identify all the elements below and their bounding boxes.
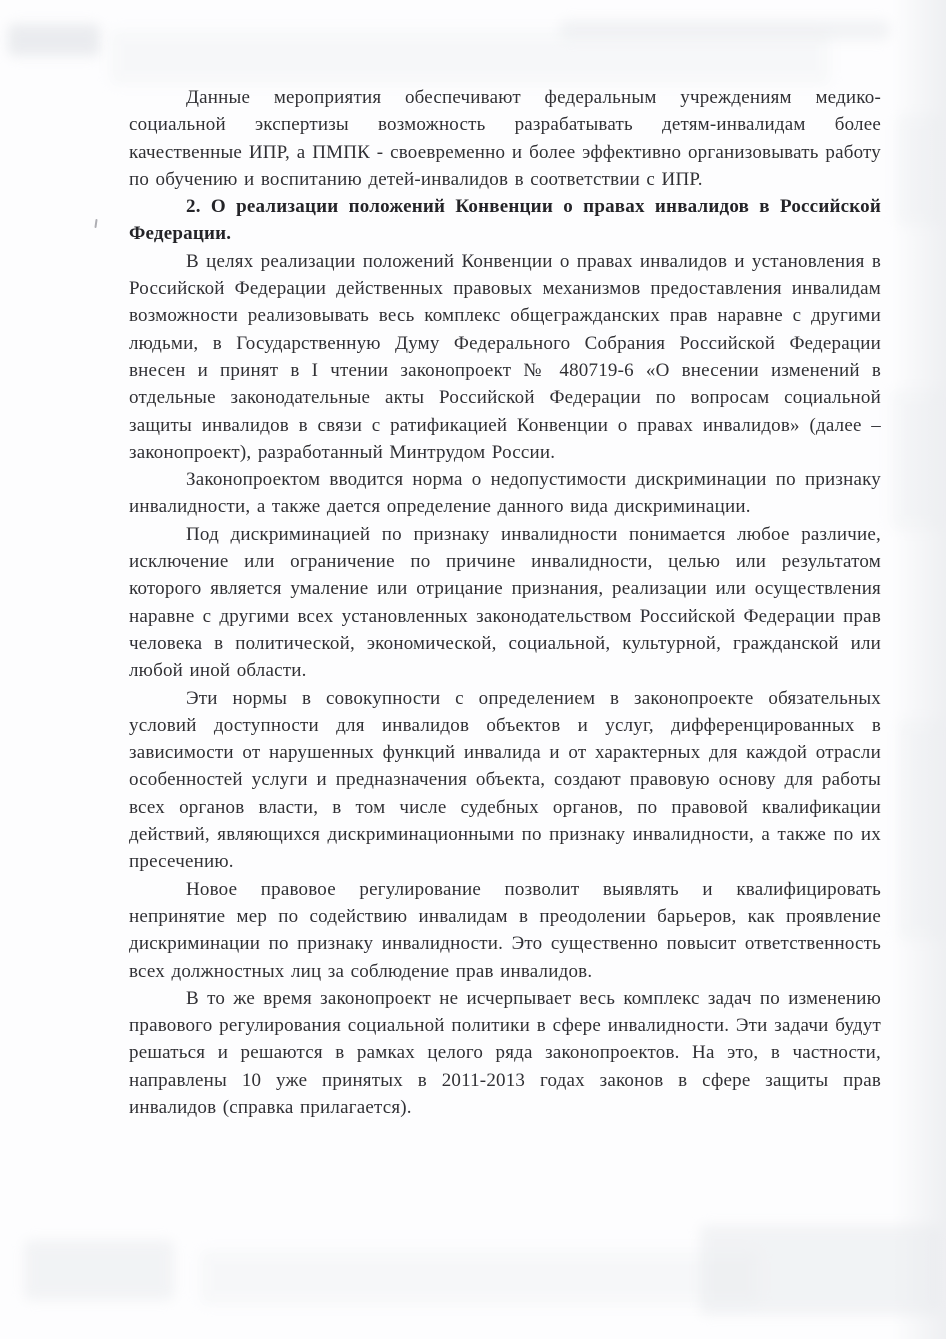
scan-edge-shadow — [892, 0, 946, 1339]
scan-smudge-top-left — [8, 24, 100, 56]
scan-stray-mark — [94, 219, 97, 228]
paragraph: В то же время законопроект не исчерпывает весь комплекс задач по изменению правового регулирования социальной политики в сфере инвалидности. Эти задачи будут решаться и решаются в рамках целого ряда законопроектов. На это, в частности, направлены 10 уже принятых в 2011-2013 годах законов в сфере защиты прав инвалидов (справка прилагается). — [129, 987, 881, 1118]
paragraph: Новое правовое регулирование позволит выявлять и квалифицировать непринятие мер по содействию инвалидам в преодолении барьеров, как проявление дискриминации по признаку инвалидности. Это существенно повысит ответственность всех должностных лиц за соблюдение прав инвалидов. — [129, 878, 881, 982]
scan-smudge-right-lower — [898, 720, 944, 940]
scan-smudge-bottom-right — [700, 1225, 940, 1315]
paragraph: Данные мероприятия обеспечивают федеральным учреждениям медико-социальной экспертизы возможность разрабатывать детям-инвалидам более качественные ИПР, а ПМПК - своевременно и более эффективно организовывать работу по обучению и воспитанию детей-инвалидов в соответствии с ИПР. — [129, 87, 881, 190]
section-heading: 2. О реализации положений Конвенции о правах инвалидов в Российской Федерации. — [129, 196, 881, 245]
scan-smudge-top-right — [560, 20, 890, 40]
paragraph: Законопроектом вводится норма о недопустимости дискриминации по признаку инвалидности, а также дается определение данного вида дискриминации. — [129, 469, 881, 518]
scan-smudge-bottom-left — [24, 1240, 174, 1300]
paragraph: В целях реализации положений Конвенции о правах инвалидов и установления в Российской Федерации действенных правовых механизмов предоставления инвалидам возможности реализовывать весь комплекс общегражданских прав наравне с другими людьми, в Государственную Думу Федерального Собрания Российской Федерации внесен и принят в I чтении законопроект № 480719-6 «О внесении изменений в отдельные законодательные акты Российской Федерации по вопросам социальной защиты инвалидов в связи с ратификацией Конвенции о правах инвалидов» (далее – законопроект), разработанный Минтрудом России. — [129, 250, 881, 463]
scan-smudge-right-mid — [890, 390, 944, 530]
scanned-page — [129, 84, 881, 1121]
scan-smudge-top-band — [110, 30, 830, 85]
scan-smudge-bottom-band — [200, 1250, 760, 1305]
paragraph: Под дискриминацией по признаку инвалидности понимается любое различие, исключение или ограничение по причине инвалидности, целью или результатом которого является умаление или отрицание признания, реализации или осуществления наравне с другими всех установленных законодательством Российской Федерации прав человека в политической, экономической, социальной, культурной, гражданской или любой иной области. — [129, 523, 881, 682]
scan-smudge-right-upper — [896, 115, 942, 225]
paragraph: Эти нормы в совокупности с определением в законопроекте обязательных условий доступности для инвалидов объектов и услуг, дифференцированных в зависимости от нарушенных функций инвалида и от характерных для каждой отрасли особенностей услуги и предназначения объекта, создают правовую основу для работы всех органов власти, в том числе судебных органов, по правовой квалификации действий, являющихся дискриминационными по признаку инвалидности, а также по их пресечению. — [129, 687, 881, 873]
